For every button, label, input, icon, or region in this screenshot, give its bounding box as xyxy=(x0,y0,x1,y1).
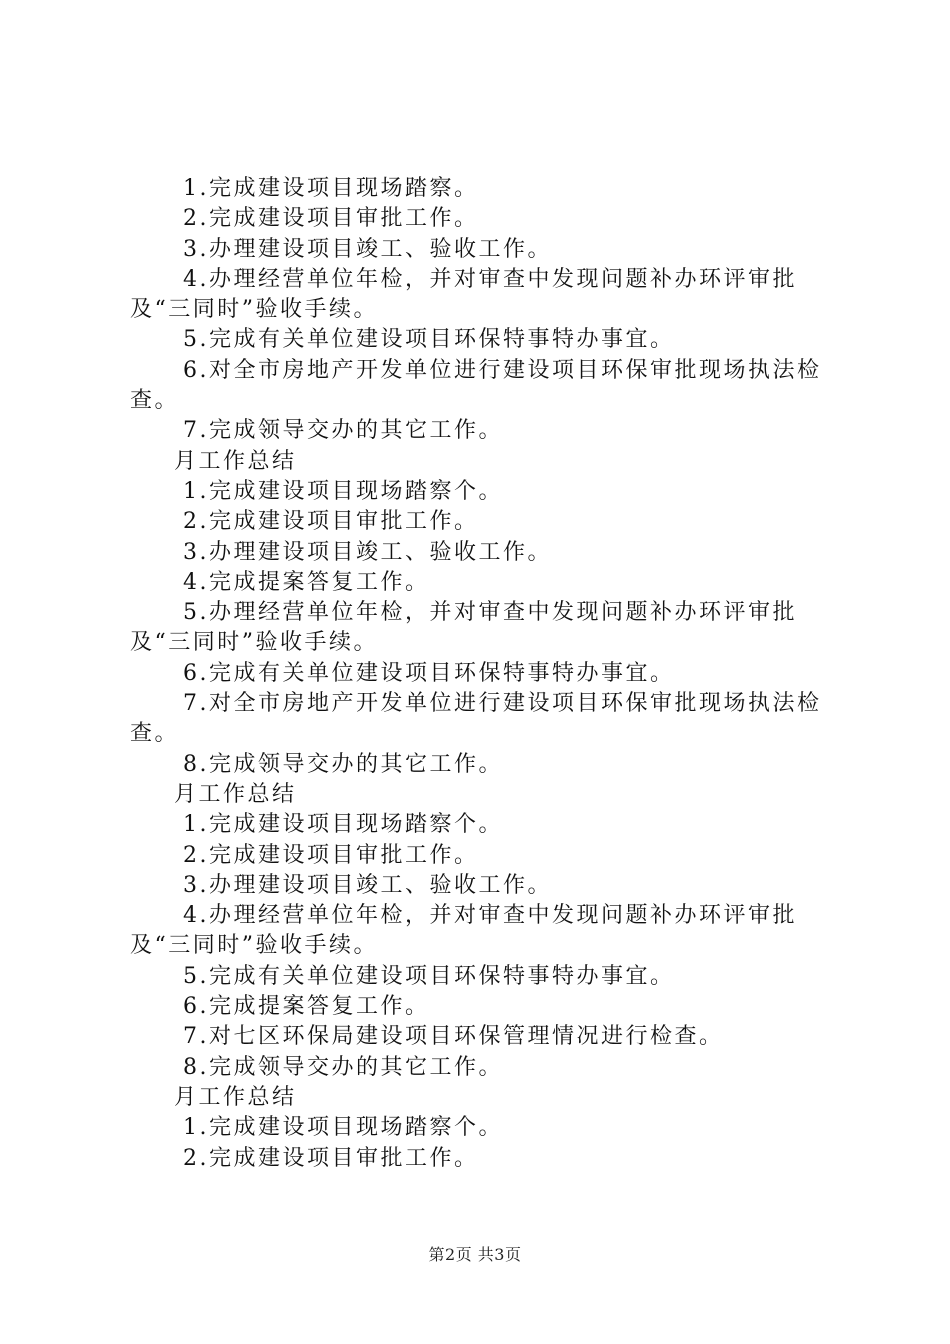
section-heading: 月工作总结 xyxy=(174,448,297,474)
section-heading: 月工作总结 xyxy=(174,781,297,807)
paragraph: 3.办理建设项目竣工、验收工作。 xyxy=(183,872,552,898)
paragraph: 7.对全市房地产开发单位进行建设项目环保审批现场执法检查。 xyxy=(130,691,822,747)
paragraph: 6.完成提案答复工作。 xyxy=(183,994,430,1020)
paragraph: 3.办理建设项目竣工、验收工作。 xyxy=(183,236,552,262)
paragraph: 1.完成建设项目现场踏察个。 xyxy=(183,1115,503,1141)
paragraph: 8.完成领导交办的其它工作。 xyxy=(183,1054,503,1080)
paragraph: 2.完成建设项目审批工作。 xyxy=(183,1145,479,1171)
paragraph: 5.完成有关单位建设项目环保特事特办事宜。 xyxy=(183,327,675,353)
paragraph: 3.办理建设项目竣工、验收工作。 xyxy=(183,539,552,565)
paragraph: 1.完成建设项目现场踏察个。 xyxy=(183,478,503,504)
page-number-footer: 第2页 共3页 xyxy=(428,1245,522,1264)
paragraph: 7.对七区环保局建设项目环保管理情况进行检查。 xyxy=(183,1024,724,1050)
paragraph: 5.办理经营单位年检，并对审查中发现问题补办环评审批及“三同时”验收手续。 xyxy=(130,600,797,656)
paragraph: 4.办理经营单位年检，并对审查中发现问题补办环评审批及“三同时”验收手续。 xyxy=(130,903,797,959)
paragraph: 2.完成建设项目审批工作。 xyxy=(183,509,479,535)
paragraph: 2.完成建设项目审批工作。 xyxy=(183,842,479,868)
paragraph: 2.完成建设项目审批工作。 xyxy=(183,206,479,232)
paragraph: 1.完成建设项目现场踏察个。 xyxy=(183,812,503,838)
paragraph: 7.完成领导交办的其它工作。 xyxy=(183,418,503,444)
paragraph: 4.办理经营单位年检，并对审查中发现问题补办环评审批及“三同时”验收手续。 xyxy=(130,266,797,323)
paragraph: 1.完成建设项目现场踏察。 xyxy=(183,176,479,201)
paragraph: 4.完成提案答复工作。 xyxy=(183,569,430,595)
paragraph: 6.对全市房地产开发单位进行建设项目环保审批现场执法检查。 xyxy=(130,357,822,414)
paragraph: 6.完成有关单位建设项目环保特事特办事宜。 xyxy=(183,660,675,686)
paragraph: 5.完成有关单位建设项目环保特事特办事宜。 xyxy=(183,963,675,989)
paragraph: 8.完成领导交办的其它工作。 xyxy=(183,751,503,777)
document-body xyxy=(130,174,830,1174)
section-heading: 月工作总结 xyxy=(174,1084,297,1110)
